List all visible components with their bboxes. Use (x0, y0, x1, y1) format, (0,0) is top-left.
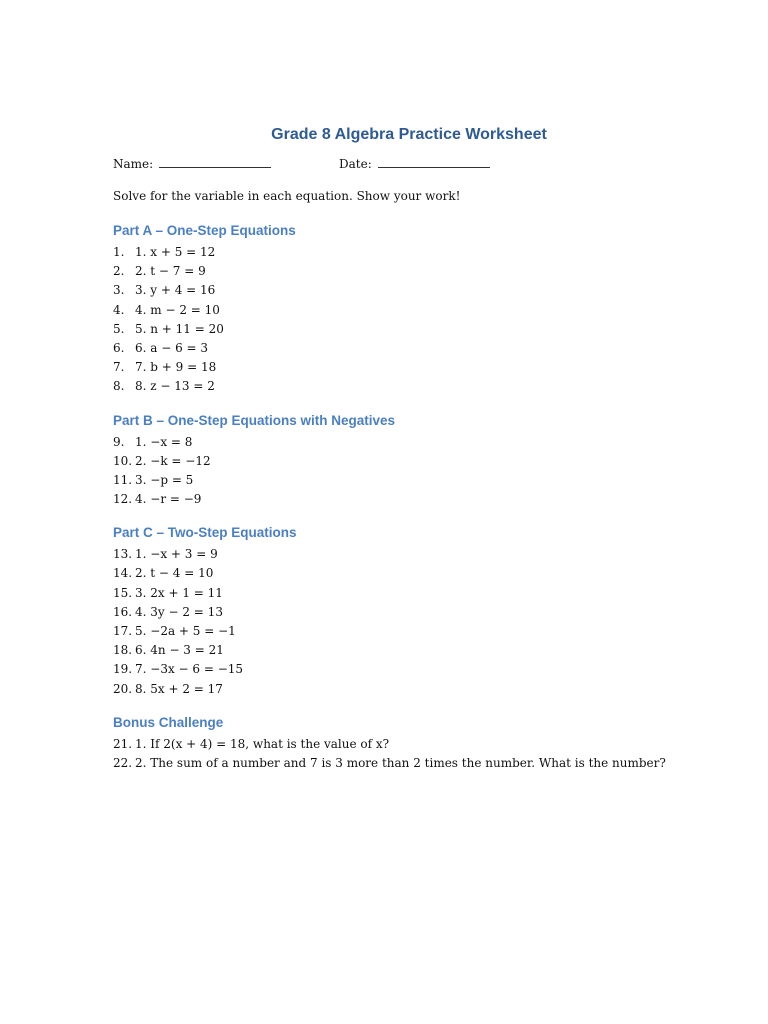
problem-item (113, 243, 673, 262)
problem-text: 8. 5x + 2 = 17 (135, 681, 223, 696)
problem-number: 6. (113, 340, 125, 355)
problem-number: 21. (113, 736, 133, 751)
problem-text: 1. x + 5 = 12 (135, 245, 216, 259)
section-part-a (113, 221, 673, 397)
problem-number: 8. (113, 379, 125, 394)
problem-number: 16. (113, 604, 133, 619)
section-part-c (113, 523, 673, 699)
problem-text: 2. t − 7 = 9 (135, 264, 206, 279)
problem-number: 10. (113, 453, 133, 468)
problem-number: 7. (113, 360, 125, 375)
problem-item (113, 301, 673, 320)
problem-list-part-a (113, 243, 673, 397)
problem-item (113, 471, 673, 490)
problem-text: 3. −p = 5 (135, 472, 194, 487)
name-blank-line (159, 155, 271, 168)
problem-number: 11. (113, 472, 133, 487)
worksheet-page (113, 124, 673, 773)
section-heading-part-a: Part A – One-Step Equations (113, 223, 296, 238)
problem-text: 2. −k = −12 (135, 453, 211, 468)
problem-item (113, 754, 673, 773)
problem-text: 7. b + 9 = 18 (135, 360, 217, 375)
date-field (339, 155, 490, 173)
problem-number: 13. (113, 547, 133, 562)
problem-item (113, 660, 673, 679)
problem-number: 22. (113, 755, 133, 770)
problem-item (113, 490, 673, 509)
problem-text: 6. a − 6 = 3 (135, 340, 209, 355)
problem-text: 8. z − 13 = 2 (135, 379, 215, 394)
problem-number: 14. (113, 566, 133, 581)
problem-item (113, 564, 673, 583)
problem-item (113, 735, 673, 754)
problem-item (113, 622, 673, 641)
problem-number: 18. (113, 643, 133, 658)
problem-item (113, 584, 673, 603)
problem-item (113, 680, 673, 699)
name-date-row (113, 155, 673, 173)
section-heading-part-c: Part C – Two-Step Equations (113, 525, 297, 541)
problem-list-bonus (113, 735, 673, 773)
problem-number: 4. (113, 302, 125, 317)
problem-text: 1. −x + 3 = 9 (135, 547, 218, 562)
problem-number: 1. (113, 245, 125, 259)
date-label: Date: (339, 157, 372, 171)
problem-text: 5. −2a + 5 = −1 (135, 624, 236, 638)
problem-number: 15. (113, 585, 133, 600)
problem-item (113, 377, 673, 396)
problem-number: 12. (113, 492, 133, 507)
problem-item (113, 603, 673, 622)
section-heading-part-b: Part B – One-Step Equations with Negatives (113, 412, 396, 428)
problem-text: 2. The sum of a number and 7 is 3 more than 2 times the number. What is the number? (135, 755, 666, 770)
problem-item (113, 262, 673, 281)
problem-text: 3. y + 4 = 16 (135, 283, 216, 298)
section-heading-bonus: Bonus Challenge (113, 714, 224, 730)
problem-text: 1. If 2(x + 4) = 18, what is the value of x? (135, 736, 390, 751)
problem-item (113, 545, 673, 564)
problem-number: 5. (113, 321, 125, 336)
date-blank-line (378, 155, 490, 168)
name-field (113, 155, 271, 173)
problem-number: 2. (113, 264, 125, 279)
problem-list-part-c (113, 545, 673, 699)
page-title: Grade 8 Algebra Practice Worksheet (271, 126, 547, 143)
problem-text: 6. 4n − 3 = 21 (135, 643, 224, 658)
problem-number: 20. (113, 681, 133, 696)
problem-text: 4. m − 2 = 10 (135, 302, 220, 317)
problem-item (113, 358, 673, 377)
section-bonus (113, 713, 673, 773)
problem-text: 7. −3x − 6 = −15 (135, 662, 244, 677)
name-label: Name: (113, 157, 154, 171)
problem-text: 5. n + 11 = 20 (135, 321, 224, 336)
problem-number: 17. (113, 624, 133, 638)
problem-number: 3. (113, 283, 125, 298)
problem-number: 19. (113, 662, 133, 677)
problem-item (113, 641, 673, 660)
problem-item (113, 281, 673, 300)
problem-item (113, 320, 673, 339)
problem-text: 1. −x = 8 (135, 434, 193, 449)
problem-item (113, 452, 673, 471)
problem-text: 4. −r = −9 (135, 492, 202, 507)
problem-item (113, 433, 673, 452)
problem-item (113, 339, 673, 358)
problem-text: 4. 3y − 2 = 13 (135, 604, 223, 619)
section-part-b (113, 411, 673, 510)
problem-list-part-b (113, 433, 673, 510)
problem-text: 2. t − 4 = 10 (135, 566, 214, 581)
problem-number: 9. (113, 434, 125, 449)
problem-text: 3. 2x + 1 = 11 (135, 585, 223, 600)
instructions: Solve for the variable in each equation. Show your work! (113, 189, 461, 203)
